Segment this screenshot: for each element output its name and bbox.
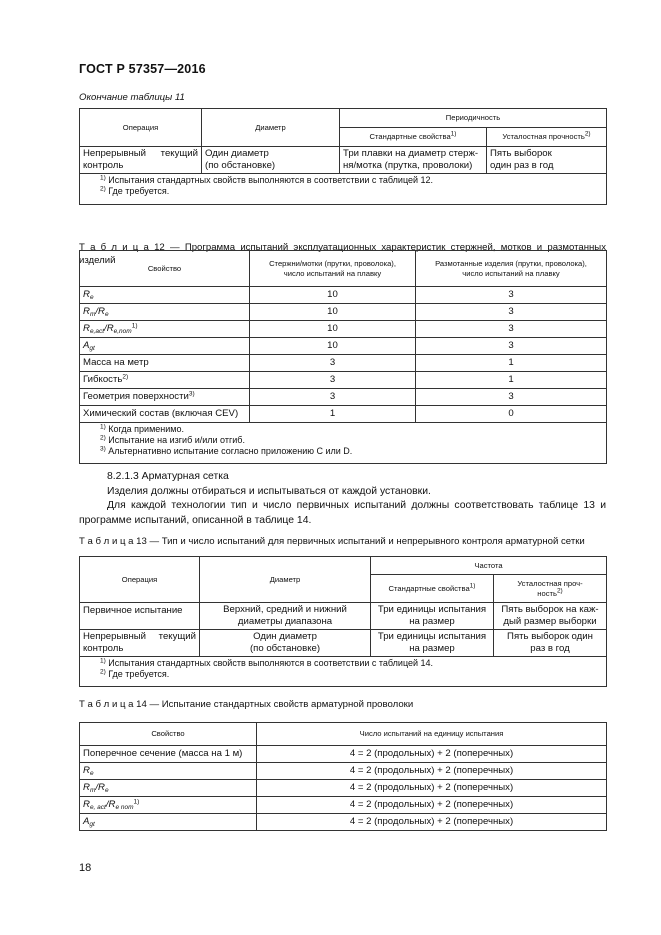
table-row [80,780,607,797]
table-row [80,763,607,780]
table14-caption: Т а б л и ц а 14 — Испытание стандартных свойств арматурной проволоки [79,699,414,710]
cell-rods-count: 10 [250,287,416,304]
note: $^{1)}$ Испытания стандартных свойств выполняются в соответствии с таблицей 14. [100,657,434,668]
table12-notes [80,423,607,464]
note: $^{1)}$ Когда применимо. [100,423,184,434]
cell-unwound-count: 3 [416,304,607,321]
cell-test-count: 4 = 2 (продольных) + 2 (поперечных) [257,763,607,780]
cell-property: Поперечное сечение (масса на 1 м) [80,746,257,763]
cell-unwound-count: 3 [416,338,607,355]
cell-standard: Три плавки на диаметр стерж- ня/мотка (прутка, проволоки) [340,147,487,174]
note: $^{2)}$ Где требуется. [100,668,170,680]
cell-test-count: 4 = 2 (продольных) + 2 (поперечных) [257,780,607,797]
cell-rods-count: 10 [250,321,416,338]
col-operation: Операция [80,109,202,147]
table-row [80,630,607,657]
cell-unwound-count: 3 [416,321,607,338]
col-diameter: Диаметр [202,109,340,147]
table-row [80,746,607,763]
table-14 [79,722,607,831]
cell-standard: Три единицы испытания на размер [371,630,494,657]
cell-property: $R_{e, act}/R_{e nom}^{1)}$ [80,797,257,814]
table-row [80,338,607,355]
col-standard-properties: Стандартные свойства$^{1)}$ [371,575,494,603]
col-property: Свойство [80,723,257,746]
table11-notes [80,174,607,205]
col-fatigue-strength: Усталостная проч- ность$^{2)}$ [494,575,607,603]
cell-unwound-count: 1 [416,372,607,389]
section-heading: 8.2.1.3 Арматурная сетка [107,471,229,482]
cell-property: $R_{e,act}/R_{e,nom}^{1)}$ [80,321,250,338]
table-row [80,147,607,174]
cell-property: Химический состав (включая CEV) [80,406,250,423]
table-row [80,389,607,406]
table-13 [79,556,607,687]
table-11 [79,108,607,205]
table-row [80,287,607,304]
cell-property: $R_e$ [80,287,250,304]
table13-notes [80,657,607,687]
cell-unwound-count: 1 [416,355,607,372]
table-row [80,372,607,389]
cell-unwound-count: 3 [416,287,607,304]
col-fatigue-strength: Усталостная прочность$^{2)}$ [487,128,607,147]
cell-property: Масса на метр [80,355,250,372]
note: $^{3)}$ Альтернативно испытание согласно приложению С или D. [100,445,353,457]
cell-test-count: 4 = 2 (продольных) + 2 (поперечных) [257,814,607,831]
table-row [80,355,607,372]
cell-test-count: 4 = 2 (продольных) + 2 (поперечных) [257,797,607,814]
cell-rods-count: 3 [250,372,416,389]
cell-diameter: Верхний, средний и нижний диаметры диапазона [200,603,371,630]
cell-property: $R_m/R_e$ [80,304,250,321]
table-row [80,814,607,831]
table13-caption: Т а б л и ц а 13 — Тип и число испытаний для первичных испытаний и непрерывного контроля арматурной сетки [79,536,585,547]
table-row [80,321,607,338]
table-row [80,406,607,423]
cell-operation: Непрерывный текущий контроль [80,630,200,657]
cell-fatigue: Пять выборок на каж- дый размер выборки [494,603,607,630]
table12-caption: Т а б л и ц а 12 — Программа испытаний эксплуатационных характеристик стержней, мотков и размотанных изделий [79,242,606,266]
col-diameter: Диаметр [200,557,371,603]
col-frequency: Частота [371,557,607,575]
col-periodicity: Периодичность [340,109,607,128]
cell-rods-count: 10 [250,338,416,355]
cell-standard: Три единицы испытания на размер [371,603,494,630]
paragraph: Для каждой технологии тип и число первичных испытаний должны соответствовать таблице 13 и программе испытаний, описанной в таблице 14. [79,500,606,526]
cell-property: Геометрия поверхности$^{3)}$ [80,389,250,406]
cell-property: $A_{gt}$ [80,338,250,355]
cell-test-count: 4 = 2 (продольных) + 2 (поперечных) [257,746,607,763]
cell-rods-count: 3 [250,389,416,406]
page-number: 18 [79,862,92,874]
table-12 [79,250,607,464]
cell-property: $R_e$ [80,763,257,780]
cell-fatigue: Пять выборок один раз в год [494,630,607,657]
col-test-count: Число испытаний на единицу испытания [257,723,607,746]
cell-property: $R_m/R_e$ [80,780,257,797]
note: $^{2)}$ Где требуется. [100,185,170,197]
cell-operation: Непрерывный текущий контроль [80,147,202,174]
cell-diameter: Один диаметр (по обстановке) [200,630,371,657]
cell-unwound-count: 0 [416,406,607,423]
cell-unwound-count: 3 [416,389,607,406]
cell-fatigue: Пять выборок один раз в год [487,147,607,174]
table-row [80,797,607,814]
table11-caption: Окончание таблицы 11 [79,92,185,103]
cell-rods-count: 3 [250,355,416,372]
cell-operation: Первичное испытание [80,603,200,630]
note: $^{1)}$ Испытания стандартных свойств выполняются в соответствии с таблицей 12. [100,174,434,185]
note: $^{2)}$ Испытание на изгиб и/или отгиб. [100,434,245,446]
cell-property: $A_{gt}$ [80,814,257,831]
cell-property: Гибкость$^{2)}$ [80,372,250,389]
col-unwound-products: Размотанные изделия (прутки, проволока), число испытаний на плавку [416,251,607,287]
col-rods-coils: Стержни/мотки (прутки, проволока), число испытаний на плавку [250,251,416,287]
cell-rods-count: 1 [250,406,416,423]
cell-rods-count: 10 [250,304,416,321]
cell-diameter: Один диаметр (по обстановке) [202,147,340,174]
table-row [80,603,607,630]
col-property: Свойство [80,251,250,287]
paragraph: Изделия должны отбираться и испытываться от каждой установки. [107,486,431,497]
document-header: ГОСТ Р 57357—2016 [79,62,206,76]
table-row [80,304,607,321]
col-operation: Операция [80,557,200,603]
col-standard-properties: Стандартные свойства$^{1)}$ [340,128,487,147]
